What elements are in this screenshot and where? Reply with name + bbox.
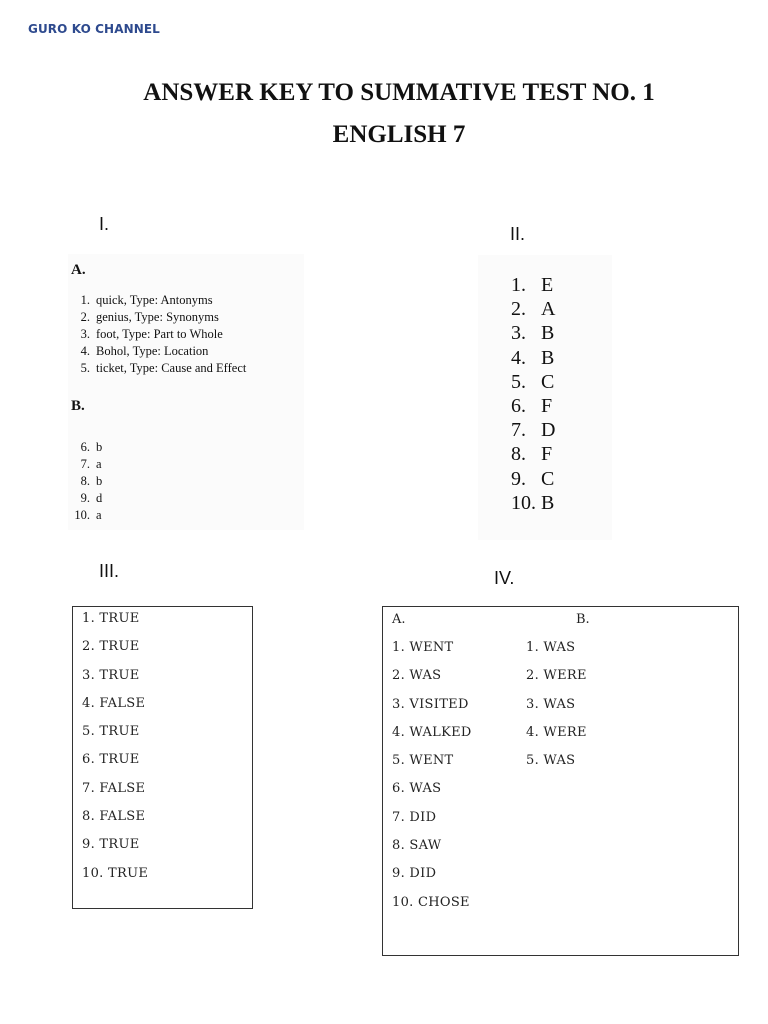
item-answer: quick, Type: Antonyms [96, 293, 213, 307]
list-item: 6. WAS [392, 781, 442, 797]
list-item [511, 321, 555, 345]
list-item: 10. CHOSE [392, 894, 470, 910]
list-item: 2. WERE [526, 668, 587, 684]
item-number: 5. [511, 370, 526, 393]
item-number: 1. [80, 293, 90, 307]
item-number: 4. [511, 346, 526, 369]
list-item [511, 467, 555, 491]
section-1-part-a-list [68, 292, 246, 377]
item-answer: Bohol, Type: Location [96, 344, 209, 358]
item-number: 8. [80, 474, 90, 488]
list-item: 3. TRUE [82, 667, 140, 683]
item-number: 7. [511, 419, 526, 442]
section-1-part-b-list [68, 439, 102, 524]
list-item [511, 442, 555, 466]
list-item [511, 297, 555, 321]
list-item [68, 490, 102, 507]
item-answer: F [541, 443, 553, 466]
list-item [511, 273, 555, 297]
item-number: 2. [80, 310, 90, 324]
section-3-box [72, 606, 253, 909]
section-4-part-b-label: B. [576, 612, 590, 627]
item-answer: d [96, 491, 103, 505]
item-number: 1. [511, 274, 526, 296]
list-item: 5. WAS [526, 753, 576, 769]
list-item [68, 326, 246, 343]
channel-label: GURO KO CHANNEL [28, 22, 160, 36]
item-answer: C [541, 467, 555, 490]
list-item: 10. TRUE [82, 865, 149, 881]
item-answer: C [541, 370, 555, 393]
list-item [68, 473, 102, 490]
list-item [511, 370, 555, 394]
item-number: 7. [80, 457, 90, 471]
list-item: 8. FALSE [82, 809, 146, 825]
list-item [511, 346, 555, 370]
list-item: 4. FALSE [82, 695, 146, 711]
item-number: 5. [80, 361, 90, 375]
item-number: 6. [80, 440, 90, 454]
item-number: 9. [80, 491, 90, 505]
section-4-part-a-list [392, 634, 472, 917]
list-item: 4. WERE [526, 724, 587, 740]
list-item [68, 292, 246, 309]
item-answer: a [96, 508, 102, 522]
list-item: 3. VISITED [392, 696, 469, 712]
item-answer: E [541, 274, 554, 296]
section-1-label: I. [99, 214, 110, 234]
item-number: 10. [511, 491, 536, 514]
list-item [68, 343, 246, 360]
section-1-part-b-label: B. [71, 398, 85, 414]
list-item: 1. TRUE [82, 611, 140, 626]
item-answer: B [541, 322, 555, 345]
section-1-part-a-label: A. [71, 262, 86, 278]
item-answer: B [541, 346, 555, 369]
section-4-part-b-list [526, 634, 587, 775]
item-number: 6. [511, 394, 526, 417]
item-answer: foot, Type: Part to Whole [96, 327, 223, 341]
section-2-list [511, 273, 555, 515]
list-item: 8. SAW [392, 838, 442, 854]
item-answer: F [541, 394, 553, 417]
list-item [511, 418, 555, 442]
section-3-label: III. [99, 561, 120, 581]
section-3-list [82, 605, 148, 888]
section-4-label: IV. [494, 568, 515, 588]
item-number: 9. [511, 467, 526, 490]
item-number: 3. [511, 322, 526, 345]
item-number: 2. [511, 298, 526, 321]
list-item: 7. FALSE [82, 780, 146, 796]
list-item [68, 360, 246, 377]
list-item: 7. DID [392, 809, 437, 825]
item-number: 8. [511, 443, 526, 466]
list-item: 5. TRUE [82, 724, 140, 740]
item-number: 10. [74, 508, 90, 522]
list-item: 3. WAS [526, 696, 576, 712]
list-item: 9. TRUE [82, 837, 140, 853]
list-item [68, 456, 102, 473]
list-item [68, 309, 246, 326]
item-number: 3. [80, 327, 90, 341]
list-item [511, 491, 555, 515]
page-subtitle: ENGLISH 7 [332, 121, 466, 148]
list-item: 5. WENT [392, 753, 454, 769]
list-item: 6. TRUE [82, 752, 140, 768]
list-item: 1. WAS [526, 640, 576, 655]
list-item [68, 439, 102, 456]
section-4-part-a-label: A. [392, 612, 406, 627]
list-item: 4. WALKED [392, 724, 472, 740]
item-answer: ticket, Type: Cause and Effect [96, 361, 247, 375]
page-title: ANSWER KEY TO SUMMATIVE TEST NO. 1 [143, 79, 655, 106]
item-answer: B [541, 491, 555, 514]
item-answer: b [96, 474, 103, 488]
section-2-answers [478, 255, 612, 540]
list-item [511, 394, 555, 418]
list-item: 1. WENT [392, 640, 454, 655]
section-1-answers [68, 254, 304, 530]
item-answer: D [541, 419, 556, 442]
section-2-label: II. [510, 224, 526, 244]
item-answer: b [96, 440, 103, 454]
list-item [68, 507, 102, 524]
list-item: 2. WAS [392, 668, 442, 684]
list-item: 2. TRUE [82, 639, 140, 655]
item-number: 4. [80, 344, 90, 358]
item-answer: a [96, 457, 102, 471]
item-answer: A [541, 298, 556, 321]
item-answer: genius, Type: Synonyms [96, 310, 219, 324]
list-item: 9. DID [392, 866, 437, 882]
section-4-box [382, 606, 739, 956]
